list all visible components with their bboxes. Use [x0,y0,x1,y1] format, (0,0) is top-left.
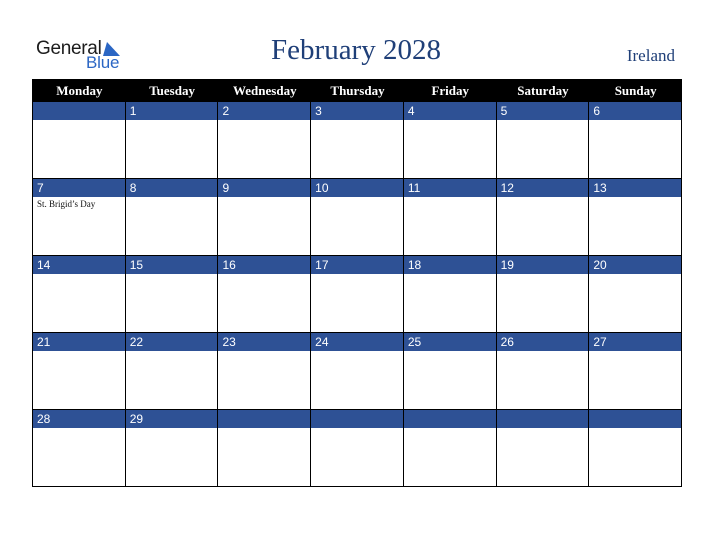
calendar-day-cell[interactable] [311,102,404,179]
country-label: Ireland [626,46,675,65]
calendar-day-cell[interactable] [33,333,126,410]
day-number: 2 [218,102,310,120]
day-number [311,410,403,428]
weekday-tuesday: Tuesday [149,83,195,98]
calendar-day-cell[interactable] [126,410,219,487]
calendar-day-cell[interactable] [404,410,497,487]
calendar-day-cell[interactable] [218,179,311,256]
day-number: 16 [218,256,310,274]
day-number: 22 [126,333,218,351]
calendar-day-cell[interactable] [126,179,219,256]
day-number: 5 [497,102,589,120]
calendar-week-row [33,179,682,256]
day-number: 17 [311,256,403,274]
day-number [589,410,681,428]
day-number: 9 [218,179,310,197]
calendar-week-row [33,256,682,333]
calendar-day-cell[interactable] [311,179,404,256]
day-number: 26 [497,333,589,351]
day-number: 4 [404,102,496,120]
day-number [33,102,125,120]
calendar-day-cell[interactable] [126,333,219,410]
weekday-saturday: Saturday [517,83,569,98]
calendar-day-cell[interactable] [497,410,590,487]
calendar-day-cell[interactable] [589,256,682,333]
calendar-week-row [33,102,682,179]
calendar-week-row [33,410,682,487]
day-number [404,410,496,428]
day-number: 18 [404,256,496,274]
calendar-day-cell[interactable] [497,179,590,256]
calendar-day-cell[interactable] [33,410,126,487]
calendar-day-cell[interactable] [497,256,590,333]
calendar-day-cell[interactable] [126,102,219,179]
day-number: 25 [404,333,496,351]
calendar-grid [32,79,682,487]
calendar-day-cell[interactable] [404,179,497,256]
calendar-weeks [33,102,682,487]
day-number: 8 [126,179,218,197]
calendar-day-cell[interactable] [311,256,404,333]
weekday-monday: Monday [56,83,103,98]
weekday-wednesday: Wednesday [233,83,297,98]
day-number: 1 [126,102,218,120]
day-number: 15 [126,256,218,274]
day-number: 10 [311,179,403,197]
calendar-day-cell[interactable] [311,333,404,410]
day-number: 13 [589,179,681,197]
calendar-day-cell[interactable] [497,102,590,179]
calendar-day-cell[interactable] [33,256,126,333]
calendar-day-cell[interactable] [589,102,682,179]
calendar-day-cell[interactable] [33,179,126,256]
day-number: 14 [33,256,125,274]
day-number: 20 [589,256,681,274]
page-title: February 2028 [271,34,441,66]
calendar-day-cell[interactable] [404,102,497,179]
weekday-thursday: Thursday [330,83,385,98]
day-number: 12 [497,179,589,197]
calendar-day-cell[interactable] [497,333,590,410]
calendar-day-cell[interactable] [33,102,126,179]
weekday-sunday: Sunday [614,83,657,98]
weekday-header-row [33,79,682,102]
day-number: 7 [33,179,125,197]
day-number: 3 [311,102,403,120]
day-number: 21 [33,333,125,351]
calendar-day-cell[interactable] [218,102,311,179]
calendar-day-cell[interactable] [218,410,311,487]
day-number [497,410,589,428]
day-number: 23 [218,333,310,351]
logo-blue-text: Blue [86,53,120,72]
calendar-day-cell[interactable] [404,333,497,410]
weekday-friday: Friday [431,83,470,98]
calendar-week-row [33,333,682,410]
day-number: 11 [404,179,496,197]
logo-general-text: General [36,38,102,59]
day-number: 28 [33,410,125,428]
day-number: 24 [311,333,403,351]
holiday-label: St. Brigid’s Day [37,199,96,209]
calendar-day-cell[interactable] [218,333,311,410]
calendar-day-cell[interactable] [589,333,682,410]
day-number: 6 [589,102,681,120]
calendar-day-cell[interactable] [404,256,497,333]
calendar-day-cell[interactable] [311,410,404,487]
day-number: 29 [126,410,218,428]
day-number: 27 [589,333,681,351]
day-number [218,410,310,428]
day-number: 19 [497,256,589,274]
calendar-day-cell[interactable] [218,256,311,333]
calendar-day-cell[interactable] [589,410,682,487]
calendar-day-cell[interactable] [126,256,219,333]
calendar-day-cell[interactable] [589,179,682,256]
